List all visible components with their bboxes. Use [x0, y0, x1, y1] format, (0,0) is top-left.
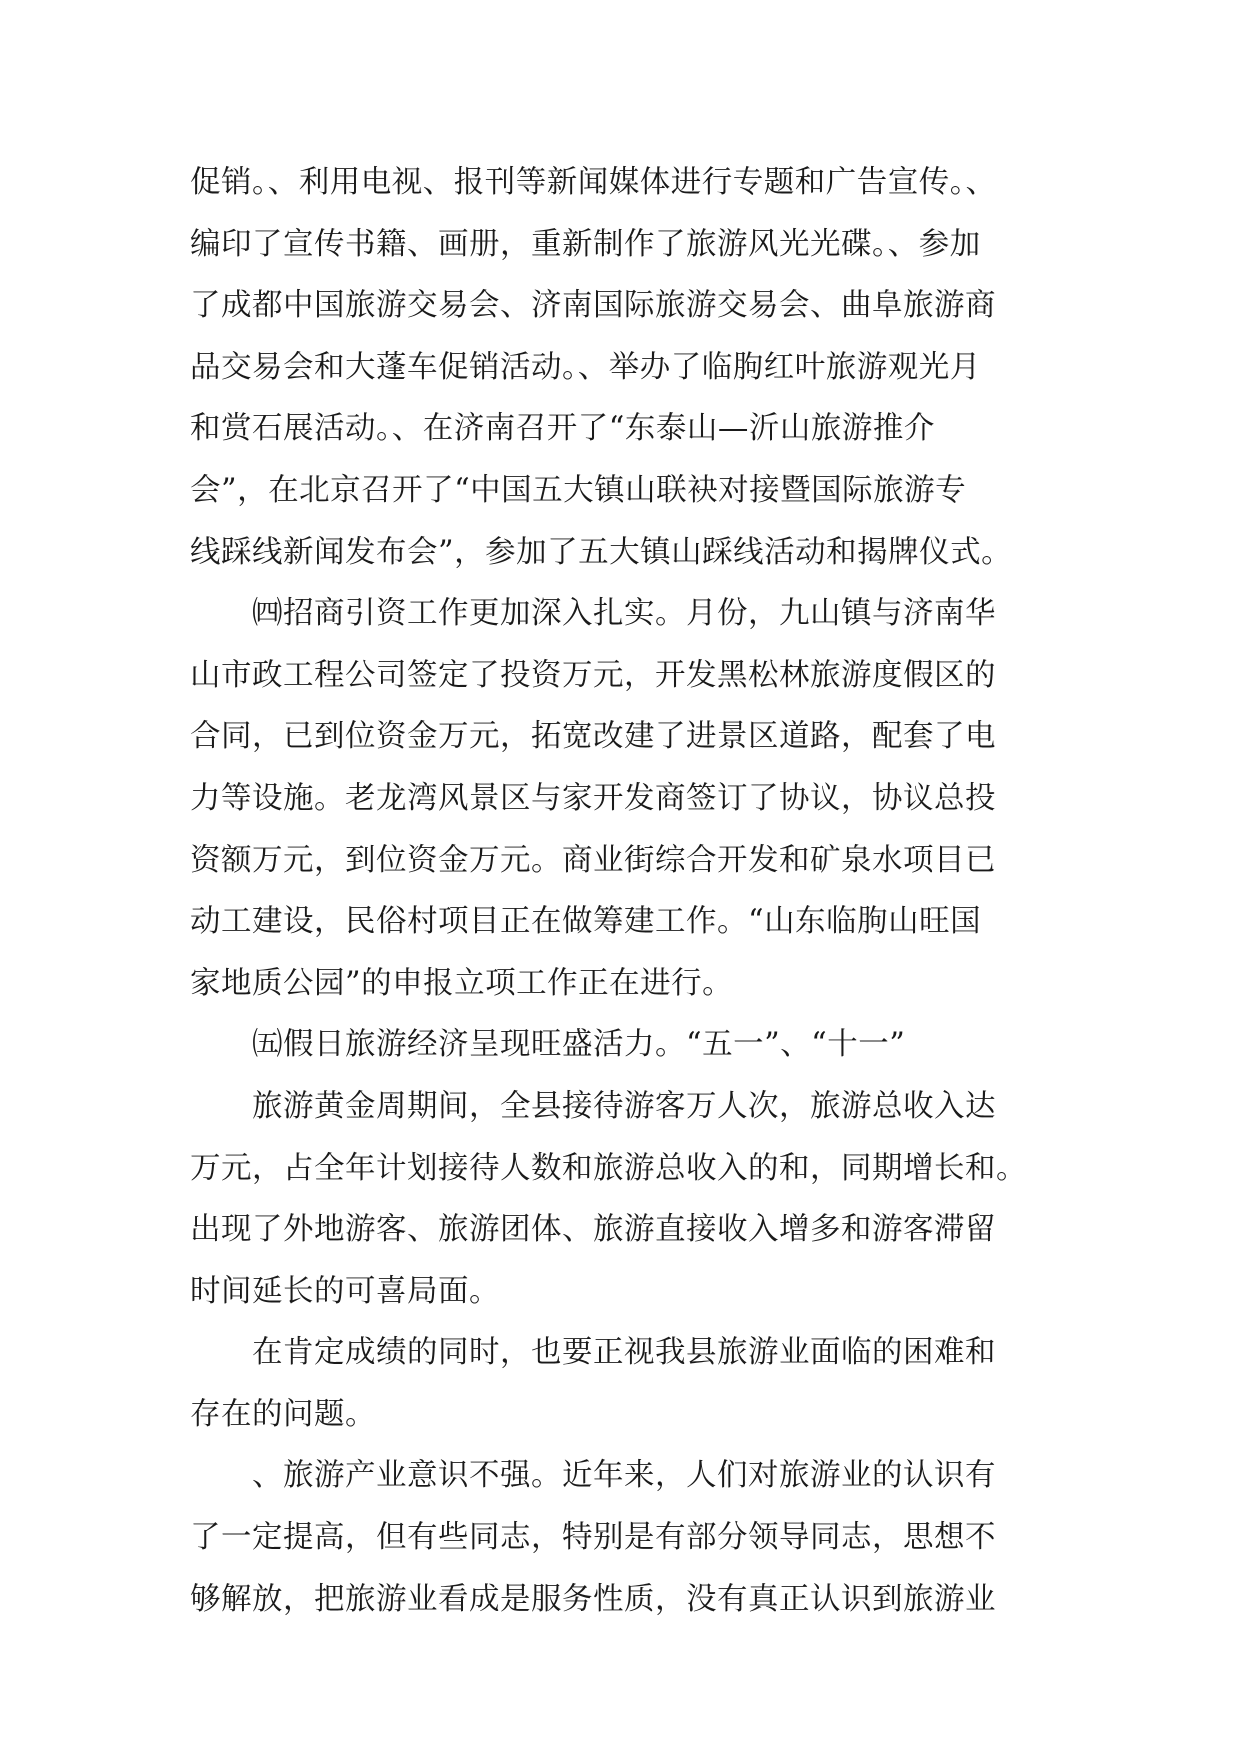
text-line: ㈤假日旅游经济呈现旺盛活力。“五一”、“十一”: [252, 1027, 906, 1063]
text-line: 了一定提高，但有些同志，特别是有部分领导同志，思想不: [190, 1520, 996, 1556]
text-line: 够解放，把旅游业看成是服务性质，没有真正认识到旅游业: [190, 1581, 996, 1617]
text-line: 、旅游产业意识不强。近年来，人们对旅游业的认识有: [252, 1458, 996, 1494]
text-line: 了成都中国旅游交易会、济南国际旅游交易会、曲阜旅游商: [190, 288, 996, 324]
text-line: 编印了宣传书籍、画册，重新制作了旅游风光光碟。、参加: [190, 226, 981, 262]
text-line: 动工建设，民俗村项目正在做筹建工作。“山东临朐山旺国: [190, 904, 982, 940]
text-line: 出现了外地游客、旅游团体、旅游直接收入增多和游客滞留: [190, 1212, 996, 1248]
document-body: [190, 152, 1052, 1630]
text-line: 山市政工程公司签定了投资万元，开发黑松林旅游度假区的: [190, 657, 996, 693]
text-line: 促销。、利用电视、报刊等新闻媒体进行专题和广告宣传。、: [190, 165, 997, 200]
text-line: 在肯定成绩的同时，也要正视我县旅游业面临的困难和: [252, 1335, 996, 1371]
text-line: 旅游黄金周期间，全县接待游客万人次，旅游总收入达: [252, 1088, 996, 1124]
text-line: 合同，已到位资金万元，拓宽改建了进景区道路，配套了电: [190, 719, 996, 755]
text-line: 品交易会和大蓬车促销活动。、举办了临朐红叶旅游观光月: [190, 349, 981, 385]
text-line: 会”，在北京召开了“中国五大镇山联袂对接暨国际旅游专: [190, 472, 967, 508]
text-line: 资额万元，到位资金万元。商业街综合开发和矿泉水项目已: [190, 842, 996, 878]
text-line: 万元，占全年计划接待人数和旅游总收入的和，同期增长和。: [190, 1150, 1027, 1186]
text-line: 存在的问题。: [190, 1396, 376, 1432]
text-line: 和赏石展活动。、在济南召开了“东泰山—沂山旅游推介: [190, 411, 935, 447]
text-line: ㈣招商引资工作更加深入扎实。月份，九山镇与济南华: [252, 596, 996, 632]
text-line: 家地质公园”的申报立项工作正在进行。: [190, 965, 734, 1001]
text-line: 时间延长的可喜局面。: [190, 1273, 500, 1309]
text-line: 线踩线新闻发布会”，参加了五大镇山踩线活动和揭牌仪式。: [190, 534, 1013, 570]
text-line: 力等设施。老龙湾风景区与家开发商签订了协议，协议总投: [190, 780, 996, 816]
